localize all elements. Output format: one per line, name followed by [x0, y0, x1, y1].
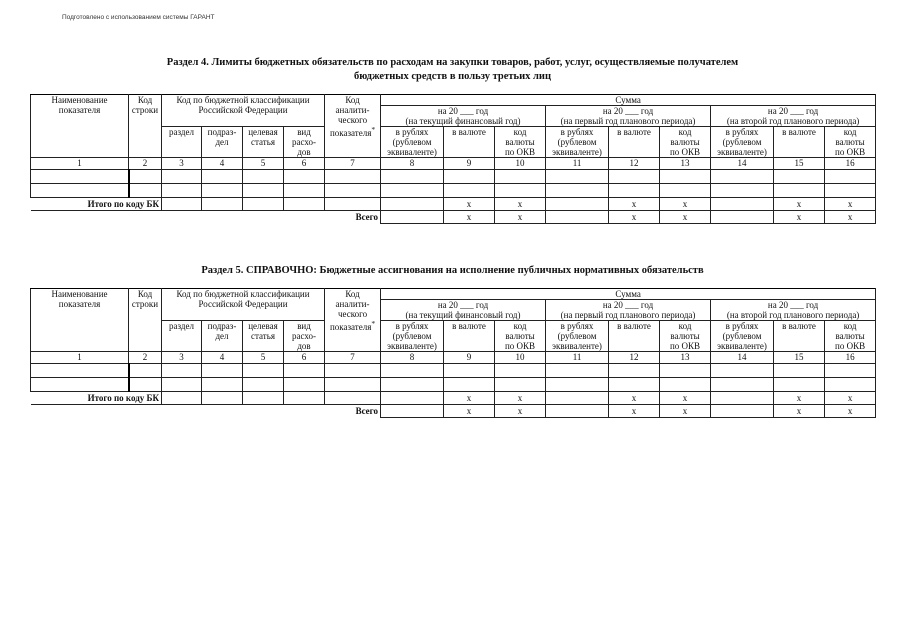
input-cell[interactable]: [444, 170, 495, 184]
x-mark: x: [444, 405, 495, 418]
input-cell[interactable]: [162, 392, 202, 405]
col-header-cur-3: в валюте: [774, 127, 825, 158]
input-cell[interactable]: [325, 364, 381, 378]
input-cell[interactable]: [609, 184, 660, 198]
input-cell[interactable]: [825, 170, 876, 184]
input-cell[interactable]: [202, 364, 243, 378]
input-cell[interactable]: [660, 364, 711, 378]
input-cell[interactable]: [31, 170, 129, 184]
x-mark: x: [774, 405, 825, 418]
x-mark: x: [609, 405, 660, 418]
col-num: 7: [325, 352, 381, 364]
input-cell[interactable]: [660, 184, 711, 198]
input-cell[interactable]: [660, 378, 711, 392]
input-cell[interactable]: [711, 184, 774, 198]
col-num: 11: [546, 158, 609, 170]
col-num: 1: [31, 352, 129, 364]
col-num: 3: [162, 158, 202, 170]
input-cell[interactable]: [129, 184, 162, 198]
total-all-row: [31, 211, 876, 224]
input-cell[interactable]: [162, 378, 202, 392]
input-cell[interactable]: [825, 184, 876, 198]
input-cell[interactable]: [202, 392, 243, 405]
col-header-analytic-code: Код аналити- ческого показателя*: [325, 289, 381, 352]
col-header-podrazdel: подраз- дел: [202, 127, 243, 158]
col-num: 4: [202, 158, 243, 170]
col-header-cur-2: в валюте: [609, 127, 660, 158]
input-cell[interactable]: [129, 378, 162, 392]
section-5-table: [30, 288, 876, 418]
x-mark: x: [609, 198, 660, 211]
input-cell[interactable]: [711, 198, 774, 211]
x-mark: x: [495, 392, 546, 405]
col-header-podrazdel: подраз- дел: [202, 321, 243, 352]
col-num: 11: [546, 352, 609, 364]
total-all-label: Всего: [31, 405, 381, 418]
col-num: 5: [243, 158, 284, 170]
input-cell[interactable]: [546, 405, 609, 418]
section-4-title-line1: Раздел 4. Лимиты бюджетных обязательств по расходам на закупки товаров, работ, услуг, осуществляемые получателем: [166, 57, 739, 68]
col-header-row-code: Код строки: [129, 289, 162, 352]
input-cell[interactable]: [495, 364, 546, 378]
col-header-rub-3: в рублях (рублевом эквиваленте): [711, 321, 774, 352]
input-cell[interactable]: [774, 170, 825, 184]
col-header-row-code: Код строки: [129, 95, 162, 158]
input-cell[interactable]: [202, 184, 243, 198]
column-numbers-row: [31, 352, 876, 364]
input-cell[interactable]: [284, 184, 325, 198]
input-cell[interactable]: [711, 364, 774, 378]
table-row: [31, 170, 876, 184]
input-cell[interactable]: [129, 364, 162, 378]
col-header-expense-type: вид расхо- дов: [284, 127, 325, 158]
x-mark: x: [774, 211, 825, 224]
x-mark: x: [444, 211, 495, 224]
col-header-sum: Сумма: [381, 95, 876, 106]
x-mark: x: [774, 198, 825, 211]
input-cell[interactable]: [546, 392, 609, 405]
col-num: 15: [774, 352, 825, 364]
col-header-bk: Код по бюджетной классификации Российской Федерации: [162, 95, 325, 127]
input-cell[interactable]: [284, 364, 325, 378]
input-cell[interactable]: [31, 364, 129, 378]
col-header-year-current: на 20 ___ год (на текущий финансовый год): [381, 106, 546, 127]
col-num: 4: [202, 352, 243, 364]
input-cell[interactable]: [381, 184, 444, 198]
input-cell[interactable]: [444, 184, 495, 198]
x-mark: x: [774, 392, 825, 405]
input-cell[interactable]: [284, 198, 325, 211]
col-num: 8: [381, 352, 444, 364]
col-header-cur-1: в валюте: [444, 127, 495, 158]
input-cell[interactable]: [660, 170, 711, 184]
input-cell[interactable]: [546, 211, 609, 224]
col-num: 9: [444, 158, 495, 170]
col-num: 13: [660, 158, 711, 170]
input-cell[interactable]: [711, 170, 774, 184]
col-header-expense-type: вид расхо- дов: [284, 321, 325, 352]
input-cell[interactable]: [284, 378, 325, 392]
input-cell[interactable]: [325, 198, 381, 211]
input-cell[interactable]: [202, 198, 243, 211]
column-numbers-row: [31, 158, 876, 170]
input-cell[interactable]: [546, 170, 609, 184]
x-mark: x: [444, 392, 495, 405]
col-header-rub-1: в рублях (рублевом эквиваленте): [381, 321, 444, 352]
col-num: 8: [381, 158, 444, 170]
input-cell[interactable]: [243, 170, 284, 184]
total-bk-label: Итого по коду БК: [31, 392, 162, 405]
input-cell[interactable]: [325, 184, 381, 198]
col-num: 14: [711, 158, 774, 170]
x-mark: x: [495, 405, 546, 418]
input-cell[interactable]: [243, 184, 284, 198]
total-bk-row: [31, 198, 876, 211]
input-cell[interactable]: [284, 170, 325, 184]
x-mark: x: [495, 211, 546, 224]
col-num: 10: [495, 352, 546, 364]
input-cell[interactable]: [202, 170, 243, 184]
x-mark: x: [825, 211, 876, 224]
input-cell[interactable]: [825, 364, 876, 378]
input-cell[interactable]: [546, 378, 609, 392]
col-header-razdel: раздел: [162, 127, 202, 158]
x-mark: x: [609, 392, 660, 405]
total-all-row: [31, 405, 876, 418]
col-num: 2: [129, 352, 162, 364]
col-header-analytic-code: Код аналити- ческого показателя*: [325, 95, 381, 158]
x-mark: x: [825, 392, 876, 405]
input-cell[interactable]: [711, 405, 774, 418]
col-header-cur-2: в валюте: [609, 321, 660, 352]
col-num: 1: [31, 158, 129, 170]
col-header-okv-1: код валюты по ОКВ: [495, 127, 546, 158]
input-cell[interactable]: [162, 198, 202, 211]
col-num: 3: [162, 352, 202, 364]
col-header-okv-1: код валюты по ОКВ: [495, 321, 546, 352]
x-mark: x: [660, 198, 711, 211]
x-mark: x: [825, 405, 876, 418]
input-cell[interactable]: [546, 364, 609, 378]
input-cell[interactable]: [495, 184, 546, 198]
input-cell[interactable]: [609, 364, 660, 378]
col-header-okv-2: код валюты по ОКВ: [660, 321, 711, 352]
col-num: 10: [495, 158, 546, 170]
col-num: 16: [825, 158, 876, 170]
input-cell[interactable]: [162, 184, 202, 198]
col-header-year-plan1: на 20 ___ год (на первый год планового периода): [546, 106, 711, 127]
col-num: 5: [243, 352, 284, 364]
input-cell[interactable]: [162, 364, 202, 378]
table-row: [31, 378, 876, 392]
table-row: [31, 184, 876, 198]
input-cell[interactable]: [381, 392, 444, 405]
input-cell[interactable]: [825, 378, 876, 392]
col-header-rub-2: в рублях (рублевом эквиваленте): [546, 321, 609, 352]
section-4-title-line2: бюджетных средств в пользу третьих лиц: [353, 71, 552, 82]
input-cell[interactable]: [381, 198, 444, 211]
total-bk-row: [31, 392, 876, 405]
input-cell[interactable]: [711, 211, 774, 224]
input-cell[interactable]: [381, 378, 444, 392]
col-num: 7: [325, 158, 381, 170]
col-num: 16: [825, 352, 876, 364]
section-4-table: [30, 94, 876, 224]
table-row: [31, 364, 876, 378]
col-header-okv-3: код валюты по ОКВ: [825, 321, 876, 352]
col-num: 15: [774, 158, 825, 170]
col-num: 14: [711, 352, 774, 364]
input-cell[interactable]: [381, 170, 444, 184]
col-num: 2: [129, 158, 162, 170]
input-cell[interactable]: [31, 184, 129, 198]
input-cell[interactable]: [325, 378, 381, 392]
col-header-year-current: на 20 ___ год (на текущий финансовый год): [381, 300, 546, 321]
input-cell[interactable]: [381, 364, 444, 378]
x-mark: x: [660, 392, 711, 405]
col-header-target: целевая статья: [243, 321, 284, 352]
input-cell[interactable]: [243, 378, 284, 392]
input-cell[interactable]: [774, 364, 825, 378]
col-num: 9: [444, 352, 495, 364]
input-cell[interactable]: [546, 184, 609, 198]
col-num: 12: [609, 158, 660, 170]
total-bk-label: Итого по коду БК: [31, 198, 162, 211]
x-mark: x: [444, 198, 495, 211]
col-header-okv-2: код валюты по ОКВ: [660, 127, 711, 158]
col-header-sum: Сумма: [381, 289, 876, 300]
col-header-bk: Код по бюджетной классификации Российской Федерации: [162, 289, 325, 321]
input-cell[interactable]: [243, 364, 284, 378]
col-header-rub-2: в рублях (рублевом эквиваленте): [546, 127, 609, 158]
input-cell[interactable]: [381, 405, 444, 418]
input-cell[interactable]: [711, 392, 774, 405]
input-cell[interactable]: [162, 170, 202, 184]
col-header-cur-1: в валюте: [444, 321, 495, 352]
input-cell[interactable]: [243, 198, 284, 211]
input-cell[interactable]: [325, 170, 381, 184]
input-cell[interactable]: [202, 378, 243, 392]
input-cell[interactable]: [609, 378, 660, 392]
col-num: 6: [284, 352, 325, 364]
input-cell[interactable]: [444, 364, 495, 378]
col-header-year-plan2: на 20 ___ год (на второй год планового периода): [711, 300, 876, 321]
col-num: 6: [284, 158, 325, 170]
input-cell[interactable]: [774, 184, 825, 198]
col-header-year-plan1: на 20 ___ год (на первый год планового периода): [546, 300, 711, 321]
x-mark: x: [660, 405, 711, 418]
input-cell[interactable]: [381, 211, 444, 224]
section-4-title: [30, 56, 875, 84]
input-cell[interactable]: [774, 378, 825, 392]
input-cell[interactable]: [325, 392, 381, 405]
input-cell[interactable]: [495, 378, 546, 392]
input-cell[interactable]: [546, 198, 609, 211]
col-header-rub-1: в рублях (рублевом эквиваленте): [381, 127, 444, 158]
header-note: Подготовлено с использованием системы ГАРАНТ: [62, 14, 215, 21]
col-num: 13: [660, 352, 711, 364]
x-mark: x: [495, 198, 546, 211]
col-header-year-plan2: на 20 ___ год (на второй год планового периода): [711, 106, 876, 127]
col-header-okv-3: код валюты по ОКВ: [825, 127, 876, 158]
input-cell[interactable]: [444, 378, 495, 392]
col-header-target: целевая статья: [243, 127, 284, 158]
col-header-name: Наименование показателя: [31, 95, 129, 158]
section-5-title: Раздел 5. СПРАВОЧНО: Бюджетные ассигнования на исполнение публичных нормативных обязательств: [201, 265, 704, 276]
x-mark: x: [609, 211, 660, 224]
col-num: 12: [609, 352, 660, 364]
input-cell[interactable]: [243, 392, 284, 405]
input-cell[interactable]: [711, 378, 774, 392]
col-header-cur-3: в валюте: [774, 321, 825, 352]
col-header-rub-3: в рублях (рублевом эквиваленте): [711, 127, 774, 158]
input-cell[interactable]: [129, 170, 162, 184]
col-header-name: Наименование показателя: [31, 289, 129, 352]
total-all-label: Всего: [31, 211, 381, 224]
col-header-razdel: раздел: [162, 321, 202, 352]
input-cell[interactable]: [609, 170, 660, 184]
input-cell[interactable]: [284, 392, 325, 405]
input-cell[interactable]: [31, 378, 129, 392]
x-mark: x: [660, 211, 711, 224]
x-mark: x: [825, 198, 876, 211]
input-cell[interactable]: [495, 170, 546, 184]
